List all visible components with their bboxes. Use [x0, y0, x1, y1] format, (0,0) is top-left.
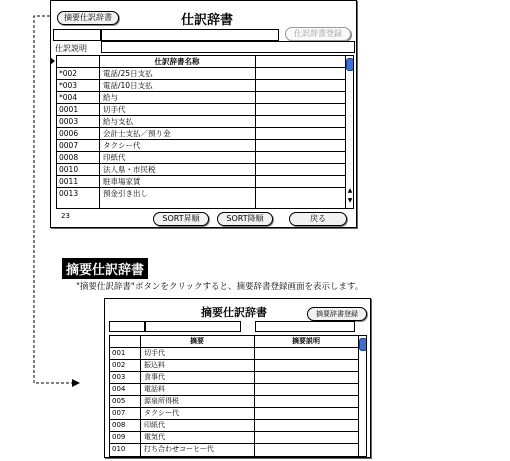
row-name: 切手代 — [103, 105, 126, 114]
row-name: 預金引き出し — [103, 189, 148, 198]
summary-register-button[interactable]: 摘要辞書登録 — [307, 307, 367, 321]
journal-table — [56, 55, 354, 209]
table-header — [57, 56, 345, 68]
row-name: 電話/10日支払 — [103, 81, 153, 90]
row-code: 0006 — [59, 129, 79, 138]
table-row[interactable] — [57, 164, 345, 176]
row-code: 0007 — [59, 141, 79, 150]
scroll-down-arrow-icon[interactable]: ▼ — [347, 197, 353, 204]
instruction-text: "摘要仕訳辞書"ボタンをクリックすると、摘要辞書登録画面を表示します。 — [76, 282, 364, 292]
table-row[interactable] — [57, 128, 345, 140]
table-scrollbar[interactable] — [345, 56, 354, 208]
table-row[interactable] — [57, 104, 345, 116]
column-header-name: 仕訳辞書名称 — [154, 57, 200, 66]
journal-dictionary-window — [50, 0, 357, 228]
table-row[interactable] — [57, 80, 345, 92]
row-name: タクシー代 — [103, 141, 141, 150]
row-code: 007 — [112, 409, 126, 417]
table-scrollbar[interactable] — [358, 336, 367, 457]
row-name: 切手代 — [144, 349, 165, 357]
row-name: 法人県・市民税 — [103, 165, 156, 174]
name-field-1[interactable] — [53, 29, 101, 41]
table-row[interactable] — [110, 444, 358, 456]
row-name: 給与支払 — [103, 117, 133, 126]
description-label: 仕訳説明 — [55, 44, 87, 53]
row-name: 振込料 — [144, 361, 165, 369]
section-heading: 摘要仕訳辞書 — [62, 258, 148, 279]
window-title: 摘要仕訳辞書 — [201, 306, 267, 319]
row-name: 印紙代 — [144, 421, 165, 429]
table-row[interactable] — [57, 176, 345, 188]
table-row[interactable] — [57, 188, 345, 200]
name-field-2[interactable] — [101, 29, 279, 41]
scroll-thumb[interactable] — [359, 338, 367, 351]
back-button[interactable]: 戻る — [289, 212, 347, 226]
row-code: 010 — [112, 445, 126, 453]
table-row[interactable] — [57, 140, 345, 152]
row-name: 電話料 — [144, 385, 165, 393]
summary-field-1[interactable] — [109, 321, 145, 332]
sort-desc-button[interactable]: SORT降順 — [217, 212, 273, 226]
row-name: 電話/25日支払 — [103, 69, 153, 78]
row-code: 004 — [112, 385, 126, 393]
row-code: 005 — [112, 397, 126, 405]
row-name: 会計士支払／預り金 — [103, 129, 171, 138]
table-row[interactable] — [110, 420, 358, 432]
scroll-thumb[interactable] — [346, 58, 354, 71]
row-code: 003 — [112, 373, 126, 381]
summary-field-2[interactable] — [145, 321, 241, 332]
row-name: 電気代 — [144, 433, 165, 441]
table-row[interactable] — [110, 372, 358, 384]
table-row[interactable] — [110, 360, 358, 372]
column-header-summary: 摘要 — [190, 337, 204, 345]
record-count: 23 — [61, 212, 70, 220]
scroll-up-arrow-icon[interactable]: ▲ — [347, 187, 353, 194]
table-row[interactable] — [110, 396, 358, 408]
table-row[interactable] — [57, 116, 345, 128]
row-code: 0001 — [59, 105, 79, 114]
window-title: 仕訳辞書 — [181, 13, 234, 28]
table-row[interactable] — [110, 432, 358, 444]
table-row[interactable] — [110, 348, 358, 360]
row-code: *003 — [59, 81, 78, 90]
summary-field-3[interactable] — [255, 321, 355, 332]
row-code: *002 — [59, 69, 78, 78]
table-row[interactable] — [57, 92, 345, 104]
table-row[interactable] — [57, 68, 345, 80]
row-code: 0003 — [59, 117, 79, 126]
row-name: タクシー代 — [144, 409, 179, 417]
row-name: 印紙代 — [103, 153, 126, 162]
row-name: 駐車場家賃 — [103, 177, 141, 186]
column-header-description: 摘要説明 — [292, 337, 320, 345]
summary-table — [109, 335, 367, 457]
row-code: 001 — [112, 349, 126, 357]
row-name: 源泉所得税 — [144, 397, 179, 405]
summary-dictionary-button[interactable]: 摘要仕訳辞書 — [57, 11, 119, 25]
row-name: 給与 — [103, 93, 118, 102]
sort-asc-button[interactable]: SORT昇順 — [153, 212, 209, 226]
row-code: 0010 — [59, 165, 79, 174]
row-code: 009 — [112, 433, 126, 441]
summary-dictionary-window — [104, 298, 371, 458]
row-code: 0013 — [59, 189, 79, 198]
row-name: 食事代 — [144, 373, 165, 381]
row-code: *004 — [59, 93, 78, 102]
description-field[interactable] — [101, 41, 355, 53]
row-name: 打ち合わせコーヒー代 — [144, 445, 214, 453]
row-code: 0011 — [59, 177, 79, 186]
table-row[interactable] — [57, 152, 345, 164]
table-row[interactable] — [110, 408, 358, 420]
row-code: 0008 — [59, 153, 79, 162]
table-header — [110, 336, 358, 348]
table-row[interactable] — [110, 384, 358, 396]
journal-register-button[interactable]: 仕訳辞書登録 — [285, 27, 351, 41]
row-code: 008 — [112, 421, 126, 429]
row-code: 002 — [112, 361, 126, 369]
